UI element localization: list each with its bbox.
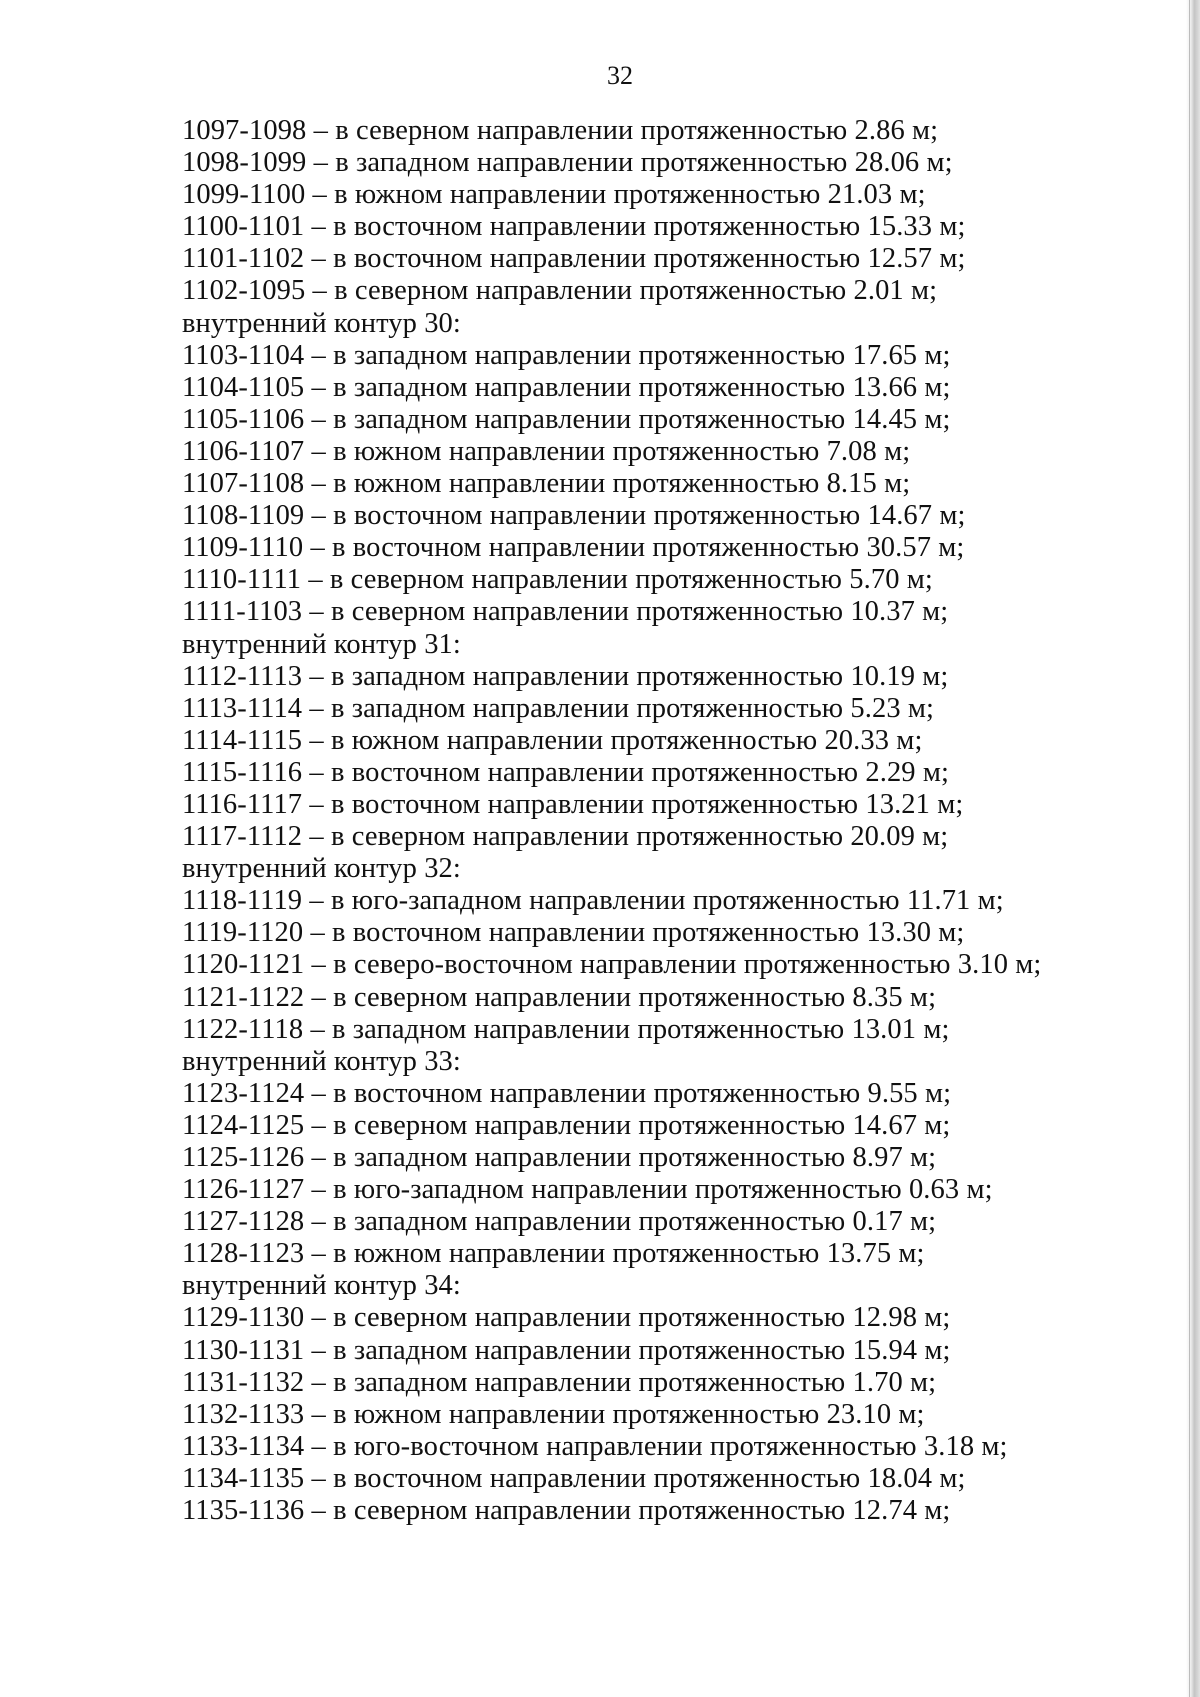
boundary-segment-line: 1115-1116 – в восточном направлении протяженностью 2.29 м;	[182, 756, 950, 788]
boundary-segment-line: 1132-1133 – в южном направлении протяженностью 23.10 м;	[182, 1398, 925, 1430]
contour-heading: внутренний контур 31:	[182, 628, 461, 660]
boundary-segment-line: 1131-1132 – в западном направлении протяженностью 1.70 м;	[182, 1366, 937, 1398]
boundary-segment-line: 1104-1105 – в западном направлении протяженностью 13.66 м;	[182, 371, 951, 403]
boundary-segment-line: 1134-1135 – в восточном направлении протяженностью 18.04 м;	[182, 1462, 966, 1494]
contour-heading: внутренний контур 32:	[182, 853, 461, 885]
boundary-segment-line: 1105-1106 – в западном направлении протяженностью 14.45 м;	[182, 403, 951, 435]
boundary-segment-line: 1130-1131 – в западном направлении протяженностью 15.94 м;	[182, 1334, 951, 1366]
boundary-segment-line: 1101-1102 – в восточном направлении протяженностью 12.57 м;	[182, 243, 966, 275]
boundary-segment-line: 1135-1136 – в северном направлении протяженностью 12.74 м;	[182, 1495, 951, 1527]
boundary-segment-line: 1112-1113 – в западном направлении протяженностью 10.19 м;	[182, 660, 949, 692]
boundary-segment-line: 1123-1124 – в восточном направлении протяженностью 9.55 м;	[182, 1077, 952, 1109]
boundary-segment-line: 1109-1110 – в восточном направлении протяженностью 30.57 м;	[182, 532, 965, 564]
boundary-segment-line: 1102-1095 – в северном направлении протяженностью 2.01 м;	[182, 275, 938, 307]
boundary-segment-line: 1106-1107 – в южном направлении протяженностью 7.08 м;	[182, 435, 911, 467]
contour-heading: внутренний контур 34:	[182, 1270, 461, 1302]
boundary-segment-line: 1120-1121 – в северо-восточном направлении протяженностью 3.10 м;	[182, 949, 1042, 981]
boundary-segment-line: 1110-1111 – в северном направлении протяженностью 5.70 м;	[182, 564, 933, 596]
boundary-segment-line: 1100-1101 – в восточном направлении протяженностью 15.33 м;	[182, 211, 966, 243]
boundary-segment-line: 1098-1099 – в западном направлении протяженностью 28.06 м;	[182, 147, 953, 179]
boundary-segment-line: 1122-1118 – в западном направлении протяженностью 13.01 м;	[182, 1013, 950, 1045]
boundary-segment-line: 1124-1125 – в северном направлении протяженностью 14.67 м;	[182, 1109, 951, 1141]
boundary-segment-line: 1103-1104 – в западном направлении протяженностью 17.65 м;	[182, 339, 951, 371]
boundary-segment-line: 1127-1128 – в западном направлении протяженностью 0.17 м;	[182, 1206, 937, 1238]
boundary-segment-line: 1117-1112 – в северном направлении протяженностью 20.09 м;	[182, 821, 949, 853]
boundary-segment-line: 1111-1103 – в северном направлении протяженностью 10.37 м;	[182, 596, 949, 628]
boundary-segment-line: 1108-1109 – в восточном направлении протяженностью 14.67 м;	[182, 500, 966, 532]
boundary-segment-line: 1126-1127 – в юго-западном направлении протяженностью 0.63 м;	[182, 1174, 993, 1206]
boundary-segment-line: 1114-1115 – в южном направлении протяженностью 20.33 м;	[182, 724, 923, 756]
contour-heading: внутренний контур 30:	[182, 307, 461, 339]
boundary-segment-line: 1107-1108 – в южном направлении протяженностью 8.15 м;	[182, 468, 911, 500]
boundary-segment-line: 1133-1134 – в юго-восточном направлении протяженностью 3.18 м;	[182, 1430, 1008, 1462]
boundary-description-list	[182, 115, 1142, 1527]
boundary-segment-line: 1119-1120 – в восточном направлении протяженностью 13.30 м;	[182, 917, 965, 949]
boundary-segment-line: 1129-1130 – в северном направлении протяженностью 12.98 м;	[182, 1302, 951, 1334]
scan-edge-line	[1189, 0, 1190, 1697]
boundary-segment-line: 1097-1098 – в северном направлении протяженностью 2.86 м;	[182, 115, 939, 146]
boundary-segment-line: 1128-1123 – в южном направлении протяженностью 13.75 м;	[182, 1238, 925, 1270]
page-number: 32	[607, 61, 633, 90]
boundary-segment-line: 1118-1119 – в юго-западном направлении протяженностью 11.71 м;	[182, 885, 1004, 917]
boundary-segment-line: 1125-1126 – в западном направлении протяженностью 8.97 м;	[182, 1142, 937, 1173]
contour-heading: внутренний контур 33:	[182, 1045, 461, 1077]
boundary-segment-line: 1099-1100 – в южном направлении протяженностью 21.03 м;	[182, 179, 926, 211]
boundary-segment-line: 1116-1117 – в восточном направлении протяженностью 13.21 м;	[182, 788, 964, 820]
boundary-segment-line: 1121-1122 – в северном направлении протяженностью 8.35 м;	[182, 981, 937, 1013]
boundary-segment-line: 1113-1114 – в западном направлении протяженностью 5.23 м;	[182, 692, 935, 724]
